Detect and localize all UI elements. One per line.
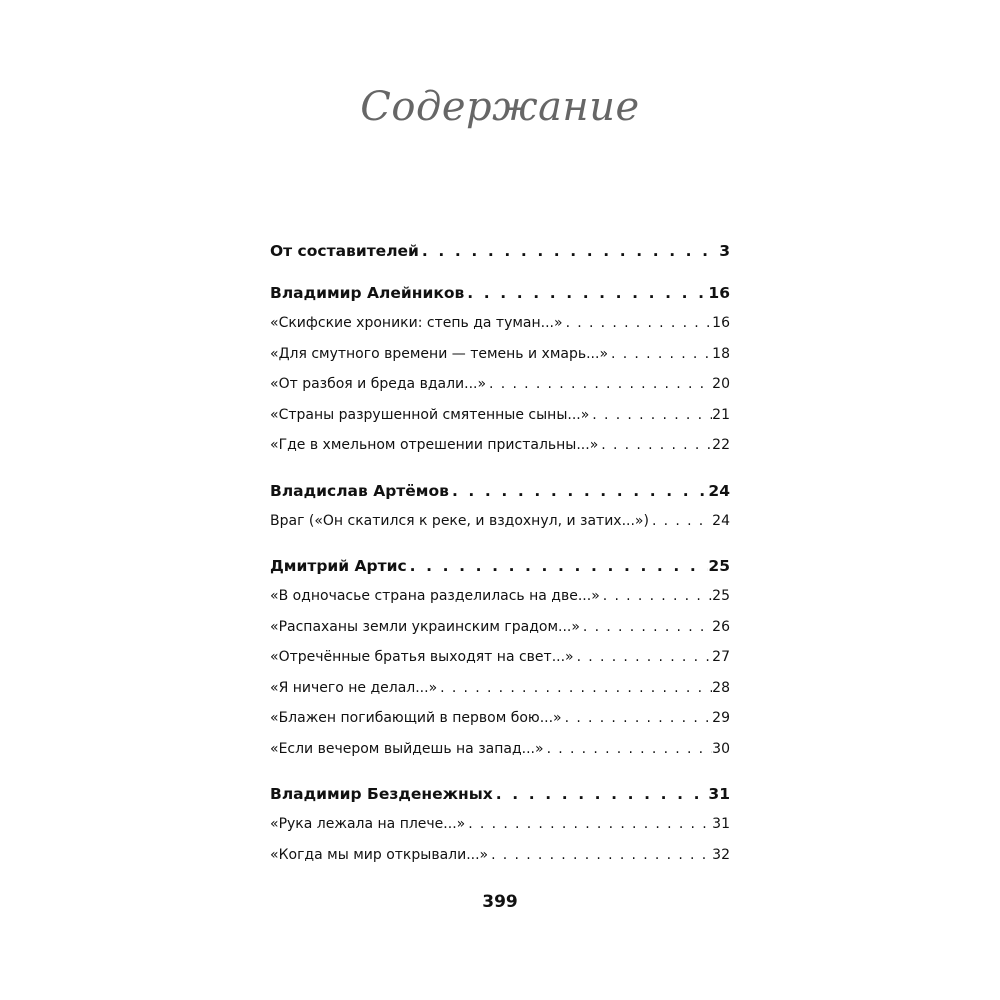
toc-author-row: [270, 278, 730, 308]
toc-entry-row: [270, 673, 730, 704]
dot-leader: [464, 278, 708, 308]
toc-entry-page: 29: [712, 710, 730, 726]
toc-entry-row: [270, 703, 730, 734]
toc-section: [270, 278, 730, 461]
toc-entry-title: «От разбоя и бреда вдали...»: [270, 376, 487, 392]
toc-entry-title: «Когда мы мир открывали...»: [270, 846, 489, 863]
toc-entry-title: «Страны разрушенной смятенные сыны...»: [270, 406, 590, 423]
section-gap: [270, 764, 730, 779]
dot-leader: [486, 369, 712, 400]
dot-leader: [562, 703, 713, 734]
toc-entry-page: 27: [712, 649, 730, 665]
toc-entry-page: 31: [712, 816, 730, 832]
toc-author-page: 16: [708, 284, 730, 302]
toc-entry-title: «Отречённые братья выходят на свет...»: [270, 649, 574, 665]
dot-leader: [419, 236, 719, 266]
dot-leader: [465, 809, 712, 840]
toc-entry-page: 21: [712, 406, 730, 423]
toc-author-name: Владимир Алейников: [270, 284, 465, 302]
toc-entry-row: [270, 308, 730, 339]
dot-leader: [600, 581, 712, 612]
toc-author-row: [270, 551, 730, 581]
dot-leader: [449, 476, 708, 506]
toc-entry-row: [270, 400, 730, 431]
toc-intro-label: От составителей: [270, 242, 419, 260]
toc-section: [270, 779, 730, 870]
toc-entry-title: «Рука лежала на плече...»: [270, 816, 466, 832]
toc-entry-page: 32: [712, 846, 730, 863]
dot-leader: [608, 339, 712, 370]
toc-entry-page: 30: [712, 740, 730, 757]
toc-entry-page: 26: [712, 618, 730, 635]
toc-entry-row: [270, 506, 730, 537]
dot-leader: [407, 551, 709, 581]
dot-leader: [589, 400, 712, 431]
toc-author-name: Владислав Артёмов: [270, 481, 449, 500]
page-number: 399: [482, 892, 518, 912]
toc-entry-title: «Я ничего не делал...»: [270, 679, 438, 696]
dot-leader: [580, 612, 712, 643]
toc-sections: [270, 278, 730, 870]
toc-author-row: [270, 476, 730, 506]
toc-entry-page: 22: [712, 437, 730, 453]
toc-author-page: 24: [708, 481, 730, 500]
dot-leader: [544, 734, 713, 765]
toc-author-page: 31: [708, 785, 730, 803]
toc-intro-page: 3: [719, 242, 730, 260]
page-title: Содержание: [360, 84, 640, 130]
toc-entry-page: 16: [712, 315, 730, 331]
toc-entry-row: [270, 430, 730, 461]
toc-section: [270, 551, 730, 764]
toc-entry-row: [270, 339, 730, 370]
toc-author-name: Дмитрий Артис: [270, 557, 407, 575]
toc-entry-row: [270, 581, 730, 612]
section-gap: [270, 536, 730, 551]
dot-leader: [649, 506, 712, 537]
toc-entry-row: [270, 734, 730, 765]
toc-entry-title: «Где в хмельном отрешении пристальны...»: [270, 437, 599, 453]
toc-entry-row: [270, 369, 730, 400]
dot-leader: [574, 642, 713, 673]
toc-section: [270, 476, 730, 537]
section-gap: [270, 461, 730, 476]
dot-leader: [488, 840, 712, 871]
toc-entry-row: [270, 840, 730, 871]
dot-leader: [437, 673, 712, 704]
toc-entry-row: [270, 809, 730, 840]
toc-author-name: Владимир Безденежных: [270, 785, 493, 803]
toc-entry-title: «Блажен погибающий в первом бою...»: [270, 710, 562, 726]
toc-entry-title: Враг («Он скатился к реке, и вздохнул, и затих...»): [270, 512, 649, 529]
toc-entry-title: «Скифские хроники: степь да туман...»: [270, 315, 563, 331]
dot-leader: [598, 430, 712, 461]
dot-leader: [563, 308, 713, 339]
toc-entry-page: 18: [712, 345, 730, 362]
toc-entry-page: 28: [712, 679, 730, 696]
toc-entry-title: «Для смутного времени — темень и хмарь...»: [270, 345, 609, 362]
toc-entry-row: [270, 612, 730, 643]
toc-entry-page: 24: [712, 512, 730, 529]
toc-entry-title: «В одночасье страна разделилась на две...»: [270, 588, 600, 604]
toc-entry-page: 25: [712, 588, 730, 604]
toc-entry-title: «Распаханы земли украинским градом...»: [270, 618, 580, 635]
toc-entry-page: 20: [712, 376, 730, 392]
toc-author-row: [270, 779, 730, 809]
toc-author-page: 25: [708, 557, 730, 575]
table-of-contents: [270, 236, 730, 870]
toc-entry-row: [270, 642, 730, 673]
toc-intro-row: [270, 236, 730, 266]
dot-leader: [493, 779, 709, 809]
toc-entry-title: «Если вечером выйдешь на запад...»: [270, 740, 544, 757]
